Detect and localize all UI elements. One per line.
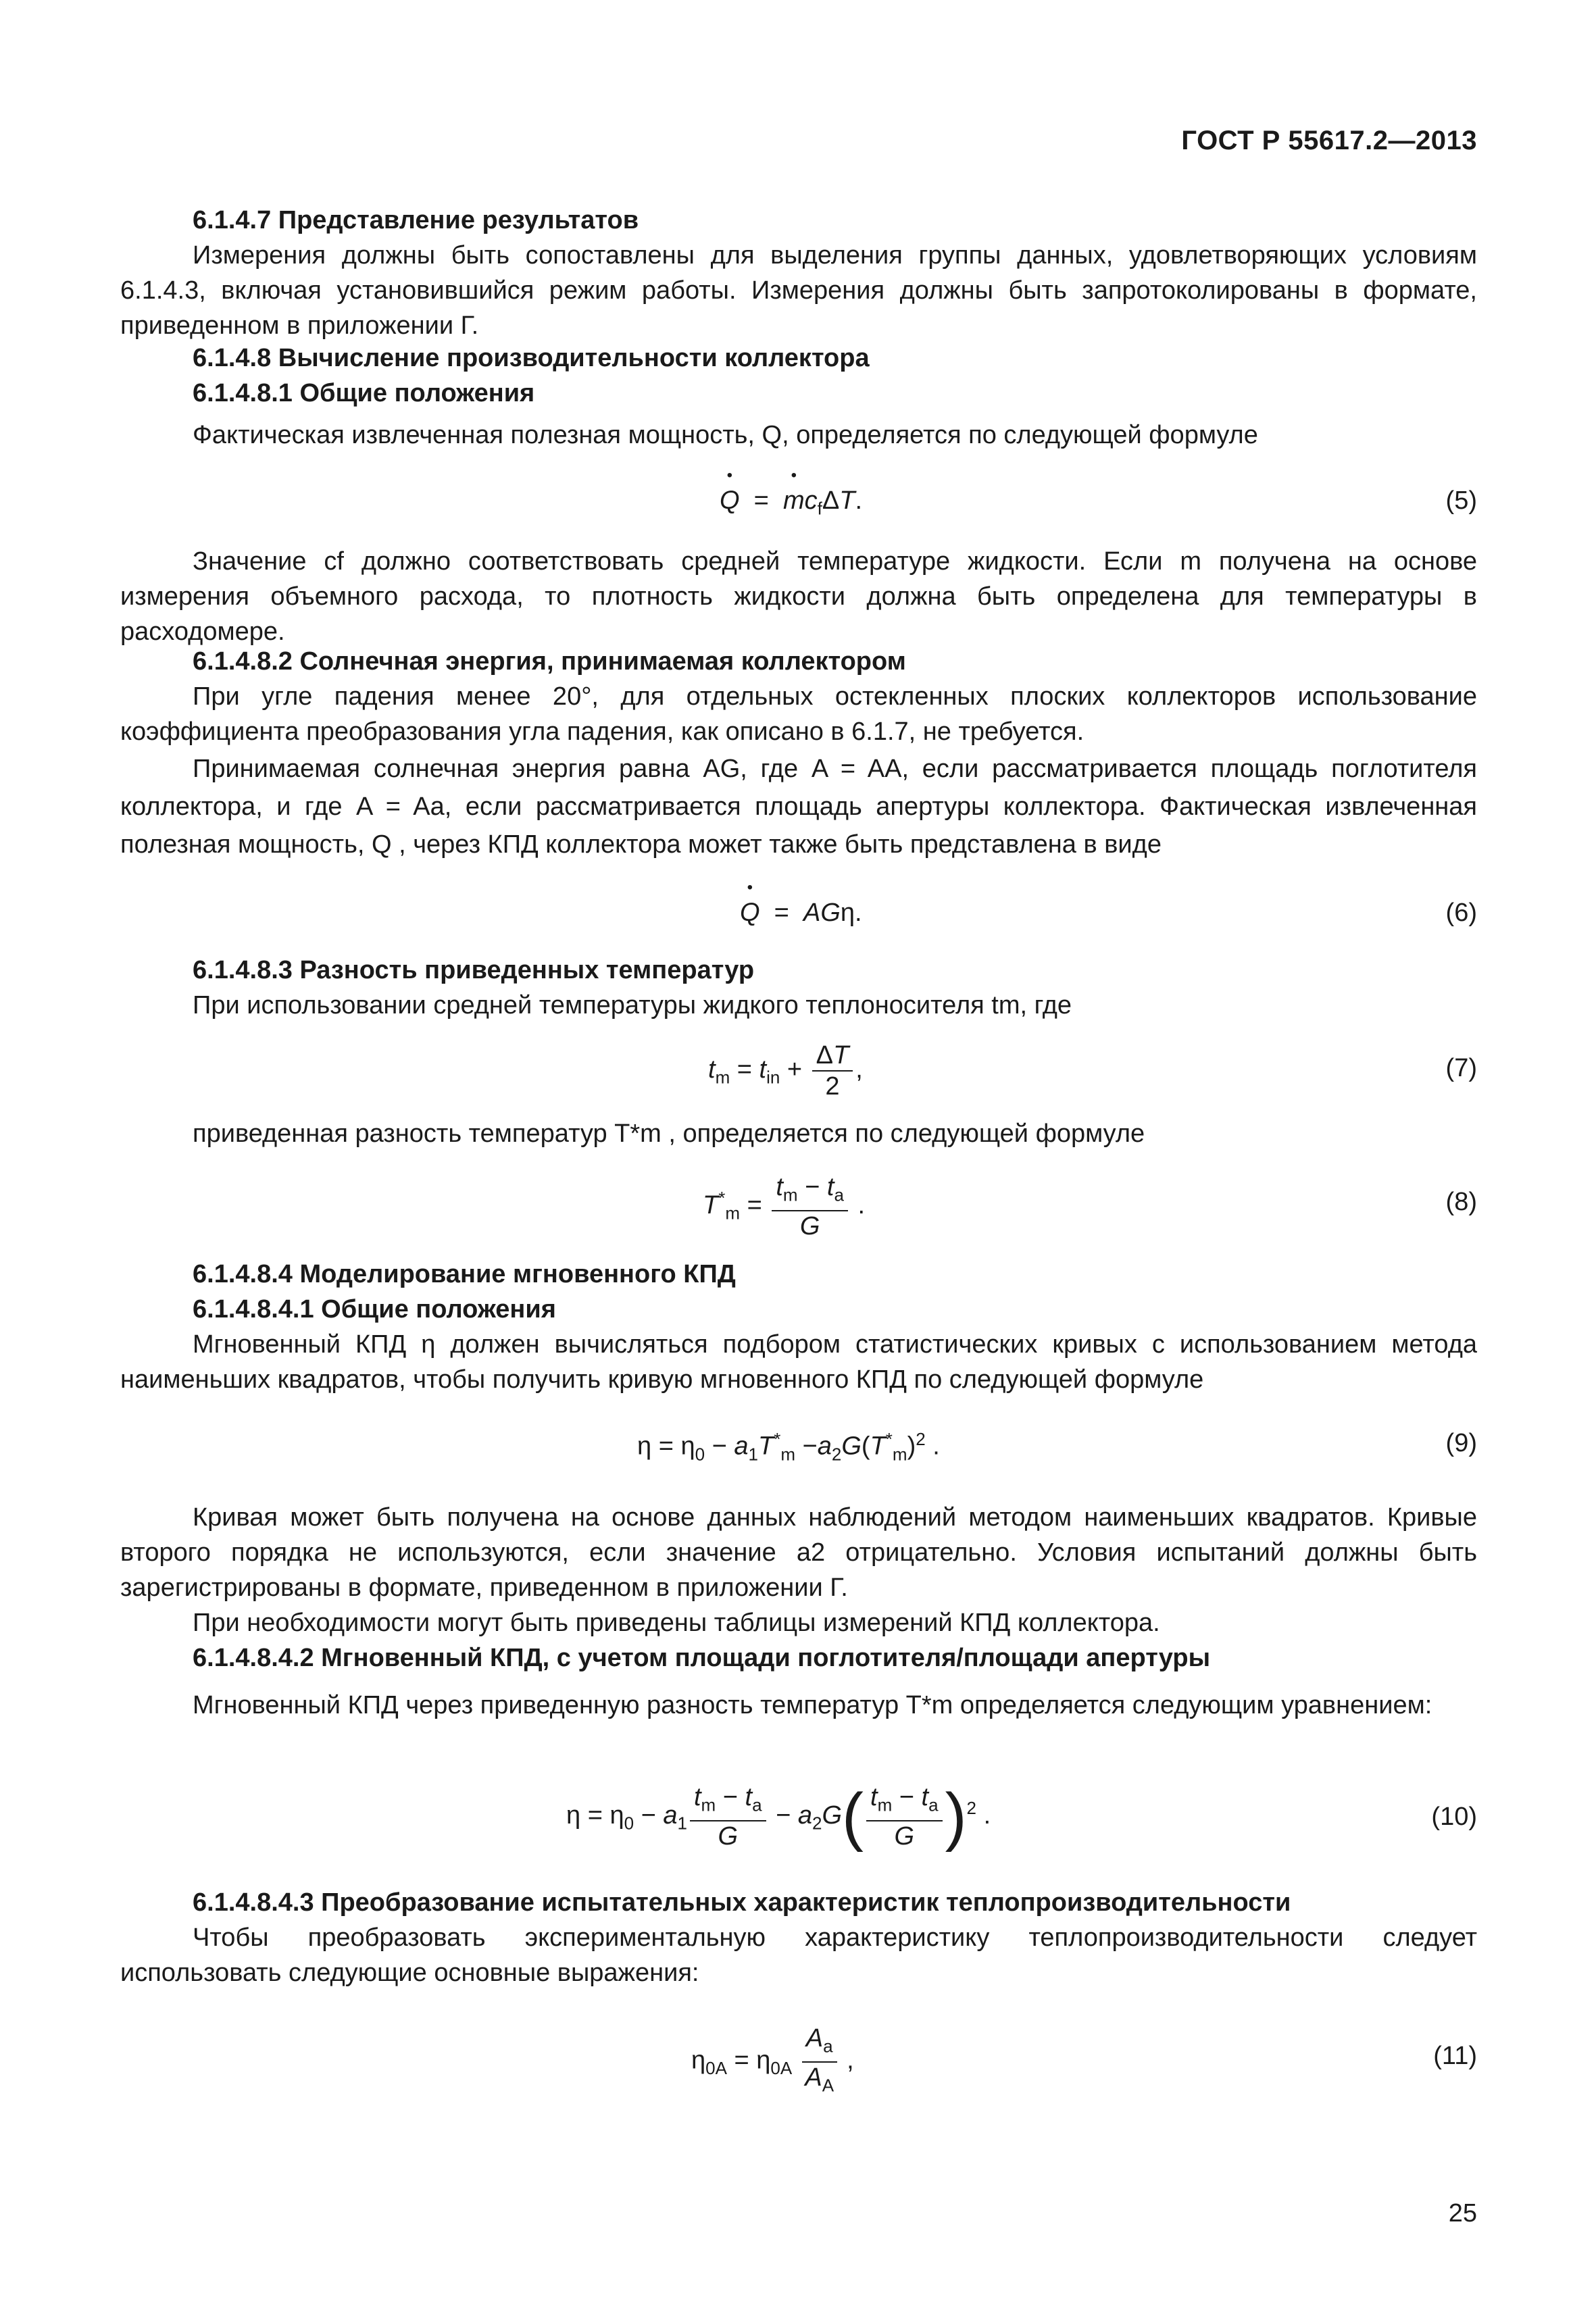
paragraph-reduced-temperature: приведенная разность температур T*m , определяется по следующей формуле xyxy=(193,1120,1145,1148)
equation-number-9: (9) xyxy=(1445,1429,1477,1457)
paragraph-curve: Кривая может быть получена на основе данных наблюдений методом наименьших квадратов. Кривые второго порядка не используются, если значение a2 отрицательно. Условия испытаний должны быть зарегистрированы в формате, приведенном в приложении Г. xyxy=(120,1503,1477,1602)
paragraph-solar-energy: Принимаемая солнечная энергия равна AG, где A = AA, если рассматривается площадь поглотителя коллектора, и где A = Aa, если рассматривается площадь апертуры коллектора. Фактическая извлеченная полезная мощность, Q , через КПД коллектора может также быть представлена в виде xyxy=(120,755,1477,859)
page-number: 25 xyxy=(1448,2199,1477,2228)
section-heading-61481: 6.1.4.8.1 Общие положения xyxy=(193,379,535,407)
equation-number-11: (11) xyxy=(1433,2042,1477,2070)
section-heading-614841: 6.1.4.8.4.1 Общие положения xyxy=(193,1295,556,1324)
document-id: ГОСТ Р 55617.2—2013 xyxy=(1181,126,1477,155)
paragraph-cf: Значение cf должно соответствовать средней температуре жидкости. Если m получена на основе измерения объемного расхода, то плотность жидкости должна быть определена для температуры в расходомере. xyxy=(120,547,1477,646)
equation-10: $\eta = \eta_0 - a_1$ $\frac{t_m - t_a}{G}$ − $a_2G$( $\frac{t_m - t_a}{G}$ )$^2$ . xyxy=(566,1780,991,1853)
section-heading-614842: 6.1.4.8.4.2 Мгновенный КПД, с учетом площади поглотителя/площади апертуры xyxy=(193,1644,1211,1672)
equation-9: $\eta = \eta_0 - a_1T^*_m -a_2G(T^*_m)^2$ . xyxy=(637,1429,940,1465)
paragraph-efficiency-equation: Мгновенный КПД через приведенную разность температур T*m определяется следующим уравнением: xyxy=(193,1691,1432,1719)
section-heading-61484: 6.1.4.8.4 Моделирование мгновенного КПД xyxy=(193,1260,736,1288)
paragraph-tables: При необходимости могут быть приведены таблицы измерений КПД коллектора. xyxy=(193,1609,1160,1637)
section-heading-61482: 6.1.4.8.2 Солнечная энергия, принимаемая коллектором xyxy=(193,647,906,676)
paragraph-results: Измерения должны быть сопоставлены для выделения группы данных, удовлетворяющих условиям 6.1.4.3, включая установившийся режим работы. Измерения должны быть запротоколированы в формате, приведенном в приложении Г. xyxy=(120,241,1477,340)
equation-6: • Q = AGη. xyxy=(740,899,862,928)
section-heading-6148: 6.1.4.8 Вычисление производительности коллектора xyxy=(193,344,870,372)
equation-11: $\eta_{0A} = \eta_{0A}$ $\frac{A_a}{A_A}$ , xyxy=(691,2024,854,2096)
equation-number-8: (8) xyxy=(1445,1188,1477,1216)
document-page xyxy=(120,0,1477,2314)
equation-number-10: (10) xyxy=(1431,1803,1477,1831)
equation-7: $t_m = t_{in}$ + $\frac{\Delta T}{2}$ , xyxy=(708,1041,863,1101)
equation-number-7: (7) xyxy=(1445,1054,1477,1082)
paragraph-q-intro: Фактическая извлеченная полезная мощность, Q, определяется по следующей формуле xyxy=(193,421,1258,449)
equation-number-6: (6) xyxy=(1445,899,1477,927)
equation-8: $T^*_m$ = $\frac{t_m - t_a}{G}$ . xyxy=(703,1173,866,1240)
equation-5: • Q = • $mc_f\Delta T$. xyxy=(720,486,862,520)
section-heading-614843: 6.1.4.8.4.3 Преобразование испытательных характеристик теплопроизводительности xyxy=(193,1888,1291,1917)
paragraph-conversion: Чтобы преобразовать экспериментальную характеристику теплопроизводительности следует использовать следующие основные выражения: xyxy=(120,1923,1477,1987)
equation-number-5: (5) xyxy=(1445,486,1477,515)
paragraph-mean-temperature: При использовании средней температуры жидкого теплоносителя tm, где xyxy=(193,991,1072,1020)
section-heading-6147: 6.1.4.7 Представление результатов xyxy=(193,206,639,234)
paragraph-incidence-angle: При угле падения менее 20°, для отдельных остекленных плоских коллекторов использование коэффициента преобразования угла падения, как описано в 6.1.7, не требуется. xyxy=(120,682,1477,746)
section-heading-61483: 6.1.4.8.3 Разность приведенных температур xyxy=(193,956,755,984)
paragraph-efficiency-fit: Мгновенный КПД η должен вычисляться подбором статистических кривых с использованием метода наименьших квадратов, чтобы получить кривую мгновенного КПД по следующей формуле xyxy=(120,1330,1477,1394)
